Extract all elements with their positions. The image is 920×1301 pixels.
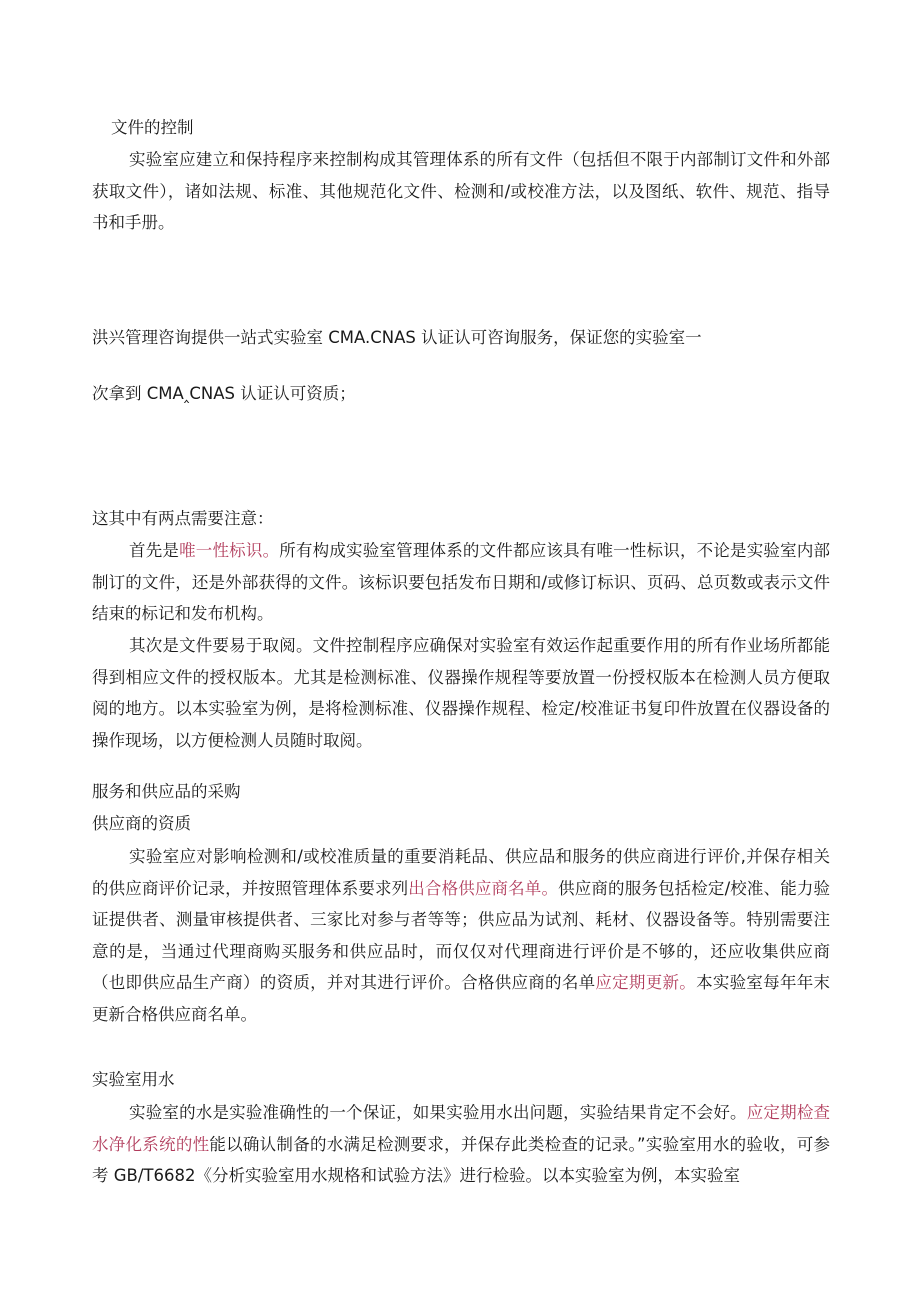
section-heading-document-control: 文件的控制 (111, 118, 194, 137)
section-heading-procurement: 服务和供应品的采购 (92, 782, 241, 801)
text-segment: 供应商的服务包括检定/校准、能力验证提供者、测量审核提供者、三家比对参与者等等；供应品为试剂、耗材、仪器设备等。特别需要注意的是，当通过代理商购买服务和供应品时，而仅仅对代理商进行评价是不够的，还应收集供应商（也即供应品生产商）的资质，并对其进行评价。合格供应商的名单 (92, 878, 831, 992)
text-segment: 实验室的水是实验准确性的一个保证，如果实验用水出问题，实验结果肯定不会好。 (129, 1103, 747, 1122)
ad-line-1: 洪兴管理咨询提供一站式实验室 CMA.CNAS 认证认可咨询服务，保证您的实验室一 (92, 328, 702, 347)
text-segment: 实验室应对影响检测和/或校准质量的重要消耗品、供应品和服务的供应商进行评价,并保存相关的供应商评价记录，并按照管理体系要求列 (92, 847, 830, 898)
highlight-qualified-list: 出合格供应商名单。 (408, 878, 559, 898)
highlight-unique-id: 唯一性标识。 (179, 541, 280, 560)
paragraph-easy-access: 其次是文件要易于取阅。文件控制程序应确保对实验室有效运作起重要作用的所有作业场所都能得到相应文件的授权版本。尤其是检测标准、仪器操作规程等要放置一份授权版本在检测人员方便取阅的地方。以本实验室为例，是将检测标准、仪器操作规程、检定/校准证书复印件放置在仪器设备的操作现场，以方便检测人员随时取阅。 (92, 636, 830, 750)
paragraph-document-control: 实验室应建立和保持程序来控制构成其管理体系的所有文件（包括但不限于内部制订文件和外部获取文件），诸如法规、标准、其他规范化文件、检测和/或校准方法，以及图纸、软件、规范、指导书和手册。 (92, 150, 830, 232)
intro-two-points: 这其中有两点需要注意： (92, 509, 274, 528)
ad-line-2: 次拿到 CMA‸CNAS 认证认可资质； (92, 384, 356, 403)
text-segment: 所有构成实验室管理体系的文件都应该具有唯一性标识，不论是实验室内部制订的文件，还是外部获得的文件。该标识要包括发布日期和/或修订标识、页码、总页数或表示文件结束的标记和发布机构。 (92, 541, 831, 623)
highlight-update-regularly: 应定期更新。 (595, 973, 697, 992)
section-heading-lab-water: 实验室用水 (92, 1070, 175, 1089)
text-segment: 能以确认制备的水满足检测要求，并保存此类检查的记录。”实验室用水的验收，可参考 GB/T6682《分析实验室用水规格和试验方法》进行检验。以本实验室为例，本实验室 (92, 1134, 830, 1185)
text-segment: 首先是 (129, 541, 180, 560)
section-heading-supplier-qualification: 供应商的资质 (92, 814, 191, 833)
highlight-water-check: 应定期检查水净化系统的性 (92, 1103, 831, 1154)
text-segment: 本实验室每年年末更新合格供应商名单。 (92, 973, 831, 1024)
paragraph-lab-water (92, 1097, 830, 1192)
paragraph-unique-identification (92, 535, 830, 630)
paragraph-supplier-qualification (92, 841, 830, 1030)
